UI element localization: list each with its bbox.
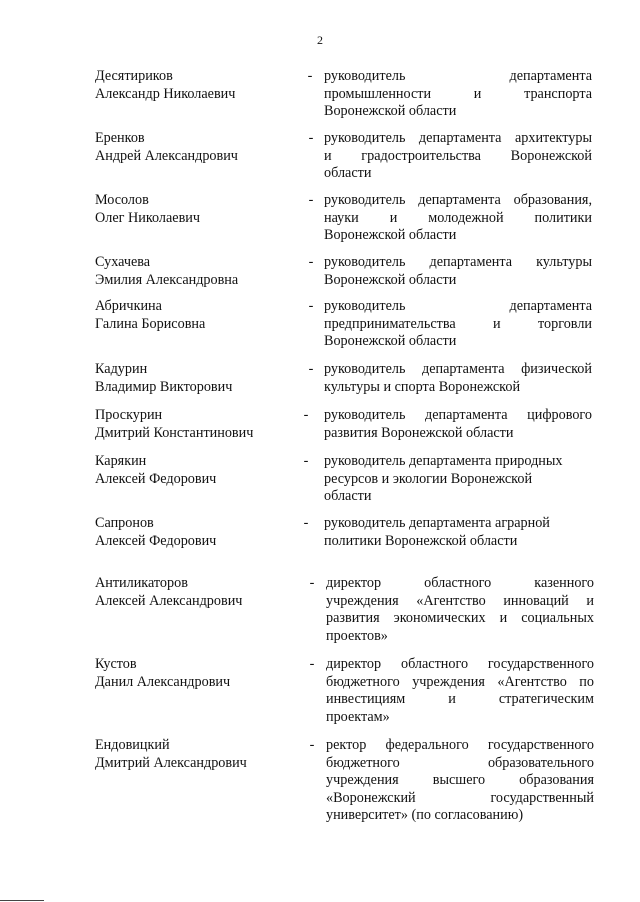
position-line: Воронежской области — [324, 333, 457, 349]
position-line: учреждения высшего образования — [326, 772, 594, 788]
dash: - — [308, 192, 314, 208]
position-text — [326, 575, 594, 645]
surname: Десятириков — [95, 68, 173, 84]
position-line: ресурсов и экологии Воронежской — [324, 470, 533, 487]
given-name: Владимир Викторович — [95, 378, 233, 395]
surname: Мосолов — [95, 192, 149, 208]
position-line: области — [324, 488, 372, 504]
position-line: руководитель департамента физической — [324, 361, 592, 377]
position-line: бюджетного учреждения «Агентство по — [326, 673, 594, 690]
given-name: Галина Борисовна — [95, 315, 206, 332]
position-line: Воронежской области — [324, 271, 457, 288]
person-name — [95, 130, 310, 165]
person-name — [95, 575, 310, 610]
dash: - — [303, 515, 309, 531]
position-line: проектов» — [326, 627, 388, 644]
position-line: и градостроительства Воронежской — [324, 147, 592, 164]
position-text — [324, 453, 592, 506]
surname: Еренков — [95, 130, 145, 146]
person-name — [95, 192, 310, 227]
dash: - — [308, 298, 314, 314]
dash: - — [307, 68, 313, 84]
position-line: области — [324, 165, 372, 181]
dash: - — [309, 656, 315, 672]
surname: Сапронов — [95, 515, 154, 531]
person-name — [95, 361, 310, 396]
given-name: Андрей Александрович — [95, 147, 238, 164]
dash: - — [309, 737, 315, 753]
given-name: Александр Николаевич — [95, 85, 236, 102]
position-text — [326, 656, 594, 726]
position-line: науки и молодежной политики — [324, 209, 592, 226]
person-name — [95, 737, 310, 772]
dash: - — [303, 407, 309, 423]
position-text — [324, 298, 592, 351]
position-text — [324, 515, 592, 550]
person-name — [95, 68, 310, 103]
position-text — [324, 254, 592, 289]
given-name: Данил Александрович — [95, 673, 231, 690]
position-line: политики Воронежской области — [324, 532, 518, 549]
position-line: руководитель департамента образования, — [324, 192, 592, 208]
surname: Абричкина — [95, 298, 162, 314]
position-line: руководитель департамента цифрового — [324, 407, 592, 423]
position-text — [324, 68, 592, 121]
given-name: Эмилия Александровна — [95, 271, 239, 288]
position-line: университет» (по согласованию) — [326, 807, 524, 823]
dash: - — [308, 254, 314, 270]
given-name: Олег Николаевич — [95, 209, 201, 226]
surname: Карякин — [95, 453, 147, 469]
position-line: Воронежской области — [324, 227, 457, 243]
footer-rule — [0, 900, 44, 901]
position-line: ректор федерального государственного — [326, 737, 594, 753]
position-line: руководитель департамента — [324, 68, 592, 84]
position-text — [324, 130, 592, 183]
position-line: руководитель департамента — [324, 298, 592, 314]
given-name: Алексей Федорович — [95, 532, 217, 549]
page-number: 2 — [317, 33, 323, 47]
position-line: «Воронежский государственный — [326, 789, 594, 806]
given-name: Дмитрий Александрович — [95, 754, 247, 771]
position-line: учреждения «Агентство инноваций и — [326, 592, 594, 609]
position-line: руководитель департамента культуры — [324, 254, 592, 270]
position-text — [324, 361, 592, 396]
position-line: инвестициям и стратегическим — [326, 691, 594, 707]
given-name: Алексей Федорович — [95, 470, 217, 487]
person-name — [95, 407, 310, 442]
dash: - — [303, 453, 309, 469]
person-name — [95, 298, 310, 333]
surname: Антиликаторов — [95, 575, 188, 591]
position-line: предпринимательства и торговли — [324, 315, 592, 332]
position-line: директор областного государственного — [326, 656, 594, 672]
position-line: Воронежской области — [324, 103, 457, 119]
position-line: культуры и спорта Воронежской — [324, 378, 521, 395]
surname: Кадурин — [95, 361, 148, 377]
position-line: развития Воронежской области — [324, 424, 514, 441]
given-name: Алексей Александрович — [95, 592, 243, 609]
position-line: бюджетного образовательного — [326, 754, 594, 771]
surname: Проскурин — [95, 407, 163, 423]
surname: Ендовицкий — [95, 737, 170, 753]
given-name: Дмитрий Константинович — [95, 424, 254, 441]
dash: - — [308, 130, 314, 146]
position-line: руководитель департамента архитектуры — [324, 130, 592, 146]
person-name — [95, 254, 310, 289]
person-name — [95, 515, 310, 550]
dash: - — [308, 361, 314, 377]
position-text — [326, 737, 594, 825]
position-line: руководитель департамента природных — [324, 453, 563, 469]
dash: - — [309, 575, 315, 591]
position-text — [324, 192, 592, 245]
person-name — [95, 656, 310, 691]
position-line: проектам» — [326, 708, 390, 725]
position-line: директор областного казенного — [326, 575, 594, 591]
position-line: руководитель департамента аграрной — [324, 515, 550, 531]
surname: Кустов — [95, 656, 137, 672]
person-name — [95, 453, 310, 488]
position-line: развития экономических и социальных — [326, 610, 594, 626]
position-text — [324, 407, 592, 442]
position-line: промышленности и транспорта — [324, 85, 592, 102]
surname: Сухачева — [95, 254, 151, 270]
